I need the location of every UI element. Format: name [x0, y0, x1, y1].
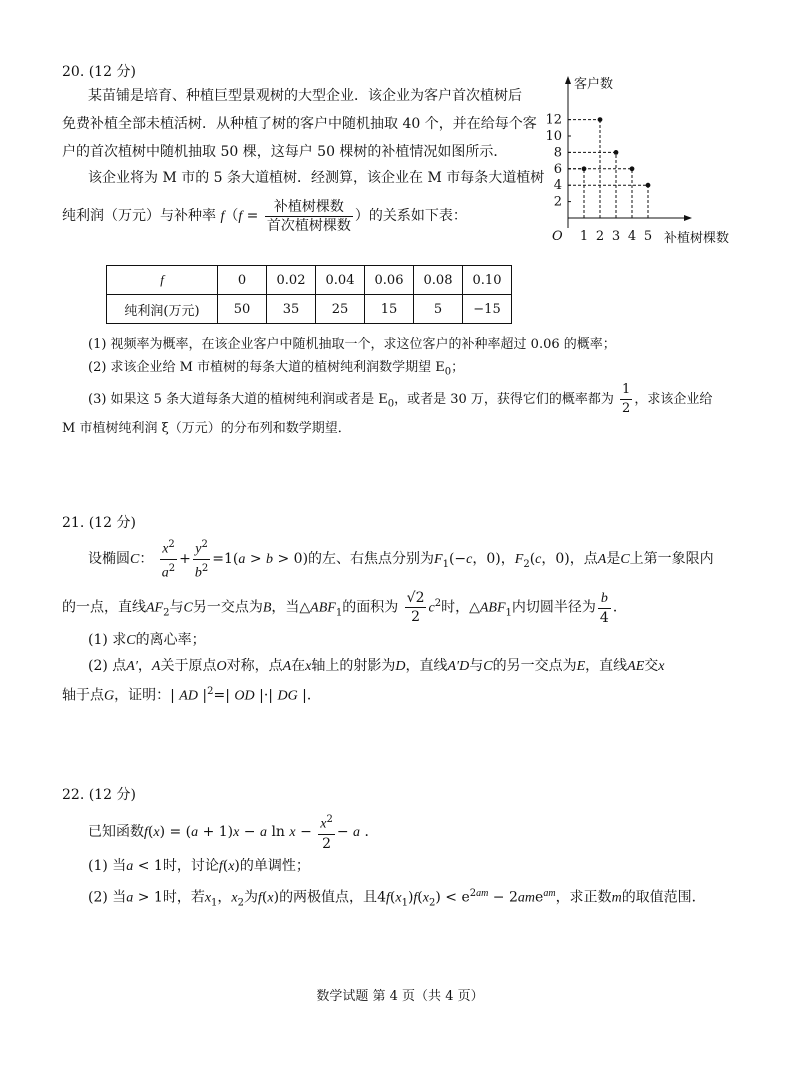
table-cell: 5: [414, 295, 463, 324]
table-cell: 35: [267, 295, 316, 324]
y-tick-label: 12: [545, 112, 562, 128]
table-cell: 25: [316, 295, 365, 324]
y-tick-label: 2: [553, 194, 562, 210]
table-cell: 0.02: [267, 266, 316, 295]
y-axis-label: 客户数: [574, 77, 614, 92]
q20-sub1: (1) 视频率为概率，在该企业客户中随机抽取一个，求这位客户的补种率超过 0.06 的概率；: [88, 337, 616, 352]
q22-header: 22. (12 分): [62, 787, 136, 803]
page-footer: 数学试题 第 4 页（共 4 页）: [316, 989, 484, 1004]
q20-sub3: (3) 如果这 5 条大道每条大道的植树纯利润或者是 $E_0$，或者是 30 万，获得它们的概率都为 $\frac{1}{2}$ ，求该企业给: [88, 382, 713, 416]
q21-line1: 设椭圆C： $\frac{x^2}{a^2}$ + $\frac{y^2}{b^2}$ =1(a > b > 0)的左、右焦点分别为$F_1(-c$，0)，$F_2(c$，0)，点A是C上第一象限内: [88, 536, 714, 587]
q20-para2-line2: 纯利润（万元）与补种率 f（f = $\frac{\text{补植树棵数}}{\text{首次植树棵数}}$ ）的关系如下表：: [62, 198, 467, 234]
q20-para1-line1: 某苗铺是培育、种植巨型景观树的大型企业．该企业为客户首次植树后: [88, 88, 522, 104]
q20-sub3-line2: M 市植树纯利润 ξ（万元）的分布列和数学期望．: [62, 421, 351, 436]
table-row: [107, 266, 512, 295]
x-tick-label: 5: [643, 229, 653, 244]
table-cell: −15: [463, 295, 512, 324]
data-point: [630, 166, 635, 171]
x-axis-label: 补植树棵数: [664, 231, 730, 246]
y-tick-label: 4: [553, 178, 562, 194]
y-tick-label: 8: [553, 145, 562, 161]
table-header-f: f: [107, 266, 218, 295]
q21-sub2-line1: (2) 点A′，A关于原点O对称，点A在x轴上的射影为D，直线A′D与C的另一交点为E，直线AE交x: [88, 658, 665, 674]
x-tick-label: 4: [627, 229, 637, 244]
table-row: [107, 295, 512, 324]
data-point: [614, 150, 619, 155]
half-fraction: $\frac{1}{2}$: [622, 382, 631, 416]
table-cell: 0.04: [316, 266, 365, 295]
data-point: [646, 183, 651, 188]
y-tick-label: 10: [545, 129, 562, 144]
table-cell: 50: [218, 295, 267, 324]
table-cell: 0.06: [365, 266, 414, 295]
q21-header: 21. (12 分): [62, 515, 136, 531]
origin-label: O: [552, 229, 563, 244]
q22-sub2: (2) 当a > 1时，若$x_1$，$x_2$为f(x)的两极值点，且$4f(x_1)f(x_2) < e^{2am} - 2ame^{am}$，求正数m的取值范围．: [88, 888, 706, 909]
table-cell: 0.08: [414, 266, 463, 295]
y-tick-label: 6: [553, 161, 562, 177]
x-tick-label: 2: [595, 229, 605, 244]
q20-rate-fraction: $\frac{\text{补植树棵数}}{\text{首次植树棵数}}$: [266, 198, 351, 234]
table-header-profit: 纯利润(万元): [107, 295, 218, 324]
q20-para1-line2: 免费补植全部未植活树．从种植了树的客户中随机抽取 40 个，并在给每个客: [62, 116, 537, 132]
q20-chart: [528, 74, 768, 250]
y-axis-arrow: [565, 76, 571, 84]
q20-table: [106, 265, 512, 324]
data-point: [598, 117, 603, 122]
x-tick-label: 3: [611, 229, 621, 244]
x-axis-arrow: [684, 215, 692, 221]
table-cell: 0: [218, 266, 267, 295]
q21-line2: 的一点，直线$AF_2$与C另一交点为B，当$\triangle ABF_1$的面积为 $\frac{√2}{2}$ $c^2$时，$\triangle ABF_1$内切圆半径为 $\frac{b}{4}$ ．: [62, 590, 627, 626]
table-cell: 0.10: [463, 266, 512, 295]
q20-sub2: (2) 求该企业给 M 市植树的每条大道的植树纯利润数学期望 $E_0$；: [88, 360, 465, 378]
q20-para2-line1: 该企业将为 M 市的 5 条大道植树．经测算，该企业在 M 市每条大道植树: [88, 170, 545, 186]
q22-sub1: (1) 当a < 1时，讨论f(x)的单调性；: [88, 858, 310, 874]
table-cell: 15: [365, 295, 414, 324]
q20-para1-line3: 户的首次植树中随机抽取 50 棵，这每户 50 棵树的补植情况如图所示．: [62, 144, 508, 160]
x-tick-label: 1: [579, 229, 589, 244]
q21-sub2-line2: 轴于点G，证明：| AD $|^2=|$ OD |·| DG |．: [62, 686, 321, 704]
q22-line1: 已知函数f(x) = (a + 1)x − a ln x − $\frac{x^2}{2}$ − a ．: [88, 810, 379, 855]
q21-sub1: (1) 求C的离心率；: [88, 632, 206, 648]
q20-header: 20. (12 分): [62, 64, 136, 80]
